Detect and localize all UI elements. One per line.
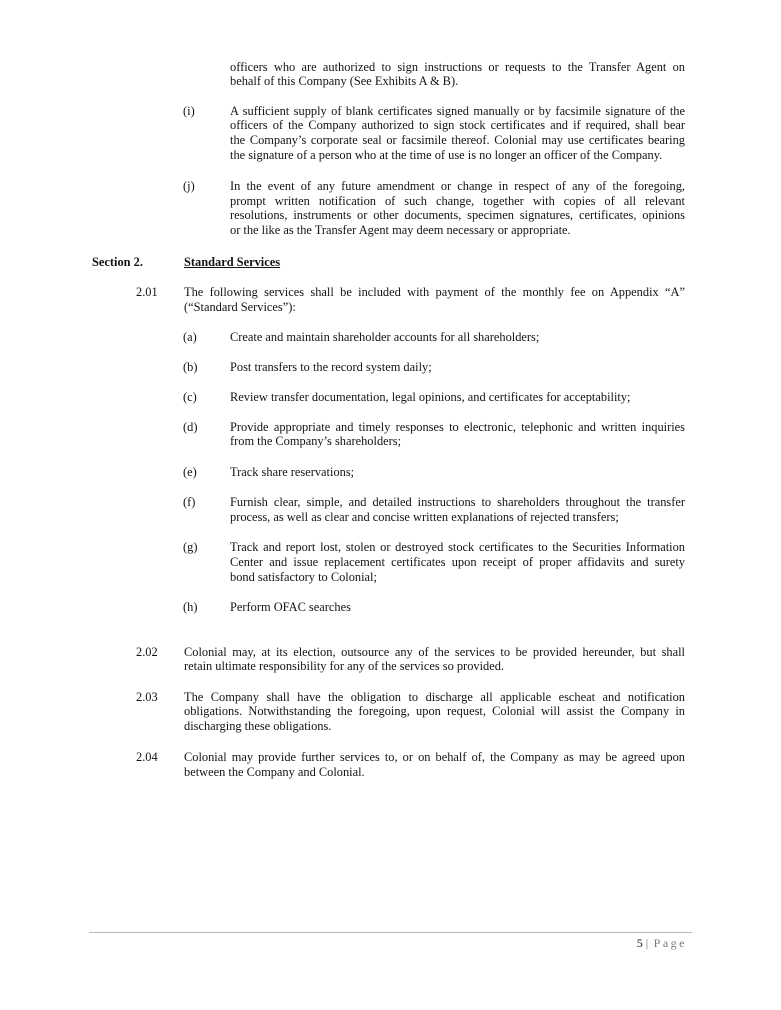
clause-line: The following services shall be included with payment of the monthly fee on Appendix “A” (184, 285, 685, 299)
item-line: Center and issue replacement certificates upon receipt of proper affidavits and surety (230, 555, 685, 569)
item-line: Review transfer documentation, legal opinions, and certificates for acceptability; (230, 390, 631, 404)
item-line: prompt written notification of such change, together with copies of all relevant (230, 194, 685, 208)
clause-line: between the Company and Colonial. (184, 765, 365, 779)
clause-number: 2.03 (136, 690, 158, 704)
item-line: the signature of a person who at the time of use is no longer an officer of the Company. (230, 148, 663, 162)
clause-line: Colonial may, at its election, outsource any of the services to be provided hereunder, but shall (184, 645, 685, 659)
page-number: 5 (636, 936, 643, 950)
section-number: Section 2. (92, 255, 143, 269)
item-line: A sufficient supply of blank certificates signed manually or by facsimile signature of the (230, 104, 685, 118)
item-label: (f) (183, 495, 196, 509)
item-line: or the like as the Transfer Agent may deem necessary or appropriate. (230, 223, 571, 237)
item-line: bond satisfactory to Colonial; (230, 570, 377, 584)
section-title: Standard Services (184, 255, 281, 269)
item-label: (j) (183, 179, 195, 193)
item-line: officers of the Company authorized to sign stock certificates and if required, shall bear (230, 118, 685, 132)
clause-line: retain ultimate responsibility for any of the services so provided. (184, 659, 505, 673)
item-line: Track and report lost, stolen or destroyed stock certificates to the Securities Information (230, 540, 685, 554)
item-line: the Company’s corporate seal or facsimile thereof. Colonial may use certificates bearing (230, 133, 685, 147)
footer-divider (89, 932, 692, 933)
item-label: (g) (183, 540, 198, 554)
item-label: (a) (183, 330, 197, 344)
item-line: Provide appropriate and timely responses to electronic, telephonic and written inquiries (230, 420, 685, 434)
page-word: Page (653, 936, 687, 950)
clause-number: 2.04 (136, 750, 158, 764)
intro-line: officers who are authorized to sign instructions or requests to the Transfer Agent on (230, 60, 685, 74)
clause-number: 2.01 (136, 285, 158, 299)
intro-line: behalf of this Company (See Exhibits A & B). (230, 74, 459, 88)
clause-line: (“Standard Services”): (184, 300, 296, 314)
item-line: In the event of any future amendment or change in respect of any of the foregoing, (230, 179, 685, 193)
item-line: Create and maintain shareholder accounts for all shareholders; (230, 330, 540, 344)
item-label: (h) (183, 600, 198, 614)
item-line: Post transfers to the record system daily; (230, 360, 432, 374)
item-line: resolutions, instruments or other documents, specimen signatures, certificates, opinions (230, 208, 685, 222)
clause-line: The Company shall have the obligation to discharge all applicable escheat and notification (184, 690, 685, 704)
item-label: (d) (183, 420, 198, 434)
item-line: Perform OFAC searches (230, 600, 351, 614)
item-line: from the Company’s shareholders; (230, 434, 402, 448)
clause-number: 2.02 (136, 645, 158, 659)
item-line: Furnish clear, simple, and detailed instructions to shareholders throughout the transfer (230, 495, 685, 509)
item-label: (b) (183, 360, 198, 374)
page-footer (637, 936, 687, 951)
item-line: Track share reservations; (230, 465, 355, 479)
item-label: (c) (183, 390, 197, 404)
clause-line: discharging these obligations. (184, 719, 332, 733)
item-label: (e) (183, 465, 197, 479)
clause-line: Colonial may provide further services to, or on behalf of, the Company as may be agreed upon (184, 750, 685, 764)
item-line: process, as well as clear and concise written explanations of rejected transfers; (230, 510, 619, 524)
clause-line: obligations. Notwithstanding the foregoing, upon request, Colonial will assist the Company in (184, 704, 685, 718)
item-label: (i) (183, 104, 195, 118)
page-separator: | (645, 936, 651, 950)
